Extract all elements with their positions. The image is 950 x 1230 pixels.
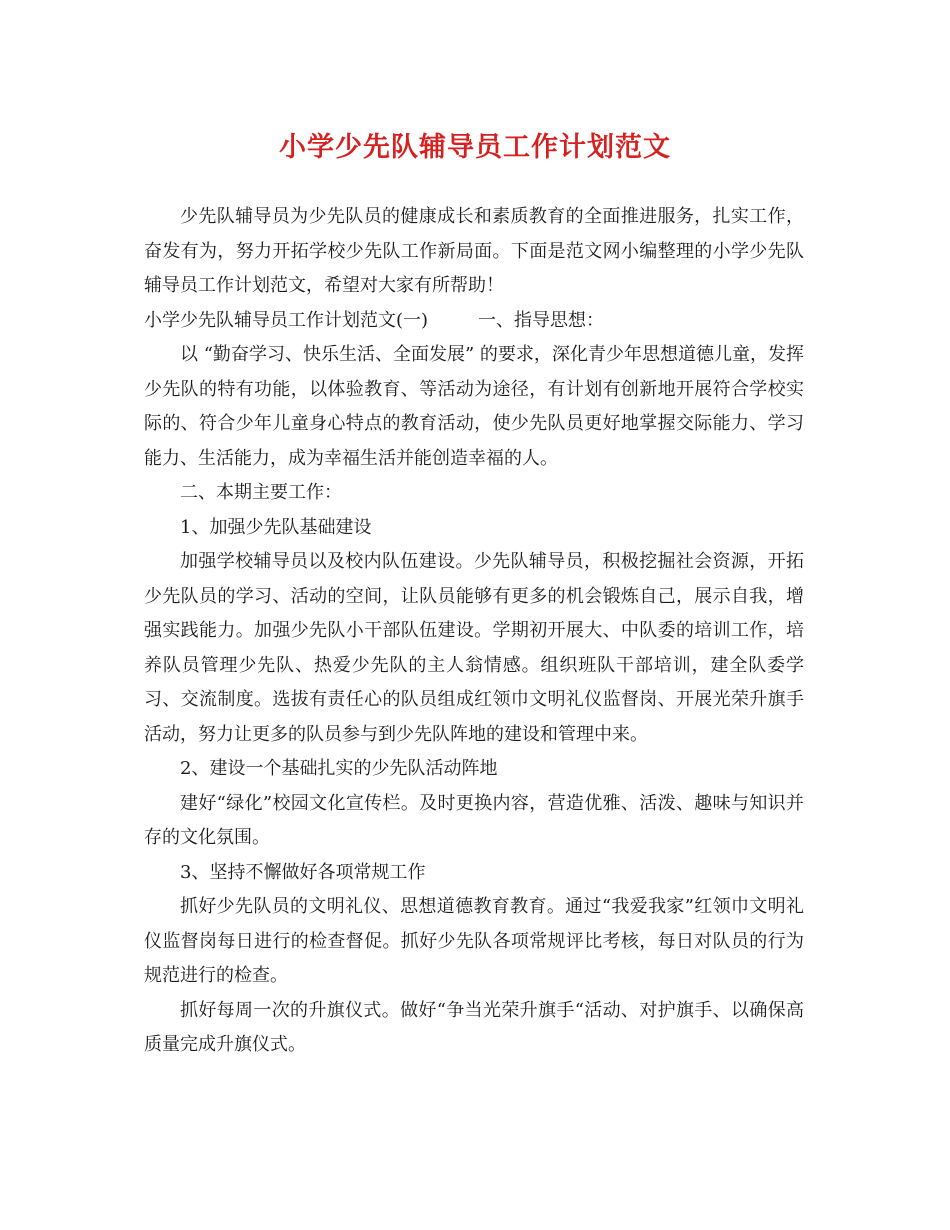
section-heading-title: 小学少先队辅导员工作计划范文(一)	[144, 309, 429, 331]
item-3-paragraph-2: 抓好每周一次的升旗仪式。做好“争当光荣升旗手“活动、对护旗手、以确保高质量完成升旗仪式。	[144, 999, 804, 1055]
item-2-heading: 2、建设一个基础扎实的少先队活动阵地	[180, 758, 498, 779]
item-3-heading: 3、坚持不懈做好各项常规工作	[180, 861, 426, 883]
document-body	[144, 200, 804, 1063]
section-heading-line	[144, 304, 804, 339]
guiding-thought-paragraph: 以 “勤奋学习、快乐生活、全面发展” 的要求，深化青少年思想道德儿童，发挥少先队的特有功能，以体验教育、等活动为途径，有计划有创新地开展符合学校实际的、符合少年儿童身心特点的教育活动，使少先队员更好地掌握交际能力、学习能力、生活能力，成为幸福生活并能创造幸福的人。	[144, 344, 804, 469]
item-1-paragraph: 加强学校辅导员以及校内队伍建设。少先队辅导员，积极挖掘社会资源，开拓少先队员的学习、活动的空间，让队员能够有更多的机会锻炼自己，展示自我，增强实践能力。加强少先队小干部队伍建设。学期初开展大、中队委的培训工作，培养队员管理少先队、热爱少先队的主人翁情感。组织班队干部培训，建全队委学习、交流制度。选拔有责任心的队员组成红领巾文明礼仪监督岗、开展光荣升旗手活动，努力让更多的队员参与到少先队阵地的建设和管理中来。	[144, 551, 804, 745]
item-3-paragraph-1: 抓好少先队员的文明礼仪、思想道德教育教育。通过“我爱我家”红领巾文明礼仪监督岗每日进行的检查督促。抓好少先队各项常规评比考核，每日对队员的行为规范进行的检查。	[144, 896, 804, 986]
main-work-heading: 二、本期主要工作：	[180, 482, 342, 503]
section-heading-guiding-thought: 一、指导思想：	[478, 309, 605, 331]
item-2-paragraph: 建好“绿化”校园文化宣传栏。及时更换内容，营造优雅、活泼、趣味与知识并存的文化氛围。	[144, 792, 804, 848]
document-title: 小学少先队辅导员工作计划范文	[279, 132, 671, 163]
item-1-heading: 1、加强少先队基础建设	[180, 516, 372, 538]
intro-paragraph: 少先队辅导员为少先队员的健康成长和素质教育的全面推进服务，扎实工作，奋发有为，努力开拓学校少先队工作新局面。下面是范文网小编整理的小学少先队辅导员工作计划范文，希望对大家有所帮助！	[144, 206, 804, 296]
